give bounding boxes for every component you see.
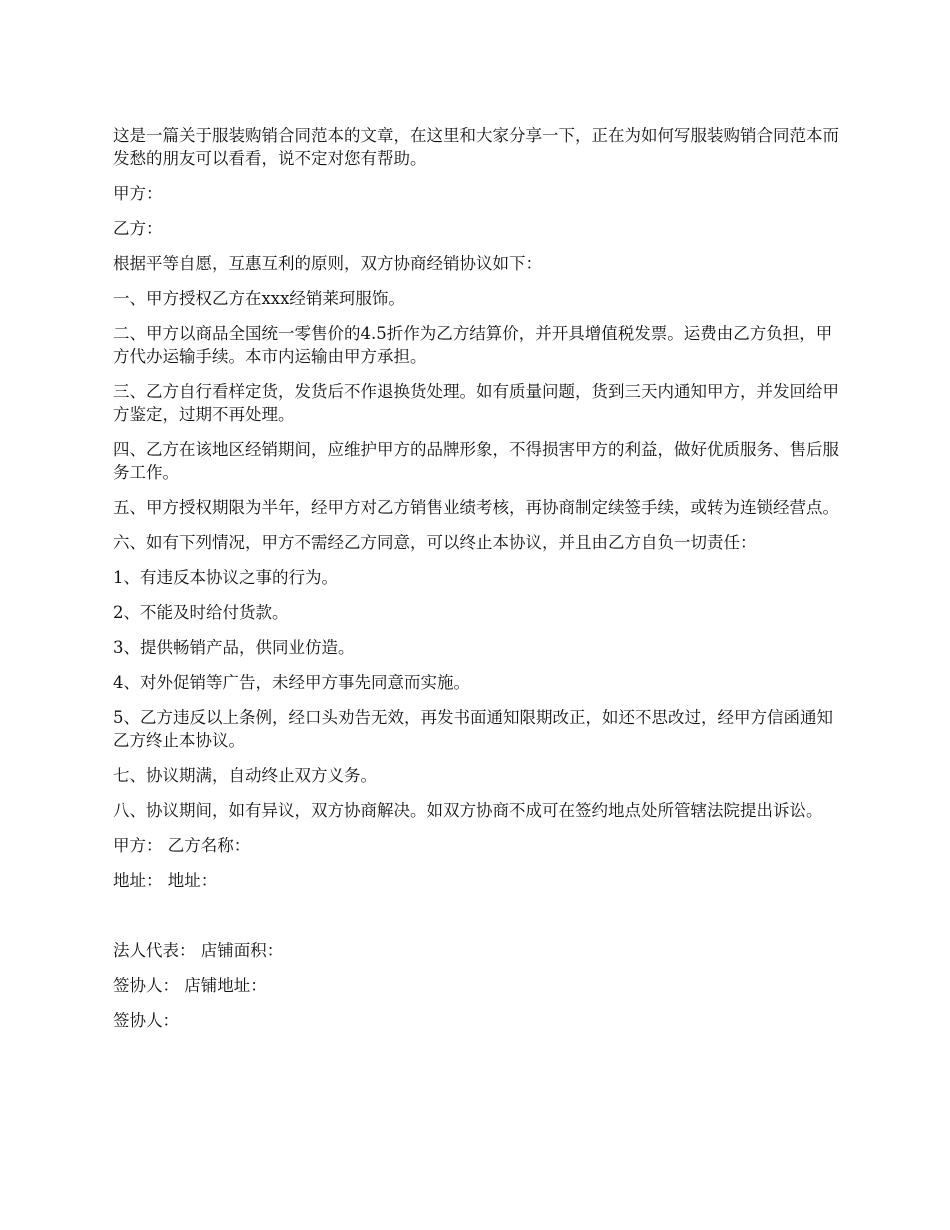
signer-line-1: 签协人： 店铺地址： xyxy=(113,976,267,995)
party-name-line: 甲方： 乙方名称： xyxy=(113,836,251,855)
clause-6: 六、如有下列情况，甲方不需经乙方同意，可以终止本协议，并且由乙方自负一切责任： xyxy=(113,533,757,552)
clause-2: 二、甲方以商品全国统一零售价的4.5折作为乙方结算价，并开具增值税发票。运费由乙方负担，甲方代办运输手续。本市内运输由甲方承担。 xyxy=(113,324,833,366)
clause-4: 四、乙方在该地区经销期间，应维护甲方的品牌形象，不得损害甲方的利益，做好优质服务、售后服务工作。 xyxy=(113,440,839,482)
clause-6-item-2: 2、不能及时给付货款。 xyxy=(113,603,289,622)
clause-7: 七、协议期满，自动终止双方义务。 xyxy=(113,766,377,785)
clause-5: 五、甲方授权期限为半年，经甲方对乙方销售业绩考核，再协商制定续签手续，或转为连锁经营点。 xyxy=(113,498,839,517)
clause-6-item-1: 1、有违反本协议之事的行为。 xyxy=(113,568,338,587)
party-b-label: 乙方： xyxy=(113,219,163,238)
representative-line: 法人代表： 店铺面积： xyxy=(113,941,284,960)
signer-line-2: 签协人： xyxy=(113,1011,179,1030)
intro-paragraph: 这是一篇关于服装购销合同范本的文章，在这里和大家分享一下，正在为如何写服装购销合同范本而发愁的朋友可以看看，说不定对您有帮助。 xyxy=(113,126,839,168)
spacer xyxy=(113,904,845,939)
party-a-label: 甲方： xyxy=(113,184,163,203)
document-body xyxy=(113,124,845,1044)
clause-1: 一、甲方授权乙方在xxx经销莱珂服饰。 xyxy=(113,289,405,308)
address-line: 地址： 地址： xyxy=(113,871,218,890)
clause-6-item-5: 5、乙方违反以上条例，经口头劝告无效，再发书面通知限期改正，如还不思改过，经甲方信函通知乙方终止本协议。 xyxy=(113,708,833,750)
clause-8: 八、协议期间，如有异议，双方协商解决。如双方协商不成可在签约地点处所管辖法院提出诉讼。 xyxy=(113,801,823,820)
clause-3: 三、乙方自行看样定货，发货后不作退换货处理。如有质量问题，货到三天内通知甲方，并发回给甲方鉴定，过期不再处理。 xyxy=(113,382,839,424)
agreement-preamble: 根据平等自愿，互惠互利的原则，双方协商经销协议如下： xyxy=(113,254,542,273)
clause-6-item-4: 4、对外促销等广告，未经甲方事先同意而实施。 xyxy=(113,673,470,692)
clause-6-item-3: 3、提供畅销产品，供同业仿造。 xyxy=(113,638,355,657)
